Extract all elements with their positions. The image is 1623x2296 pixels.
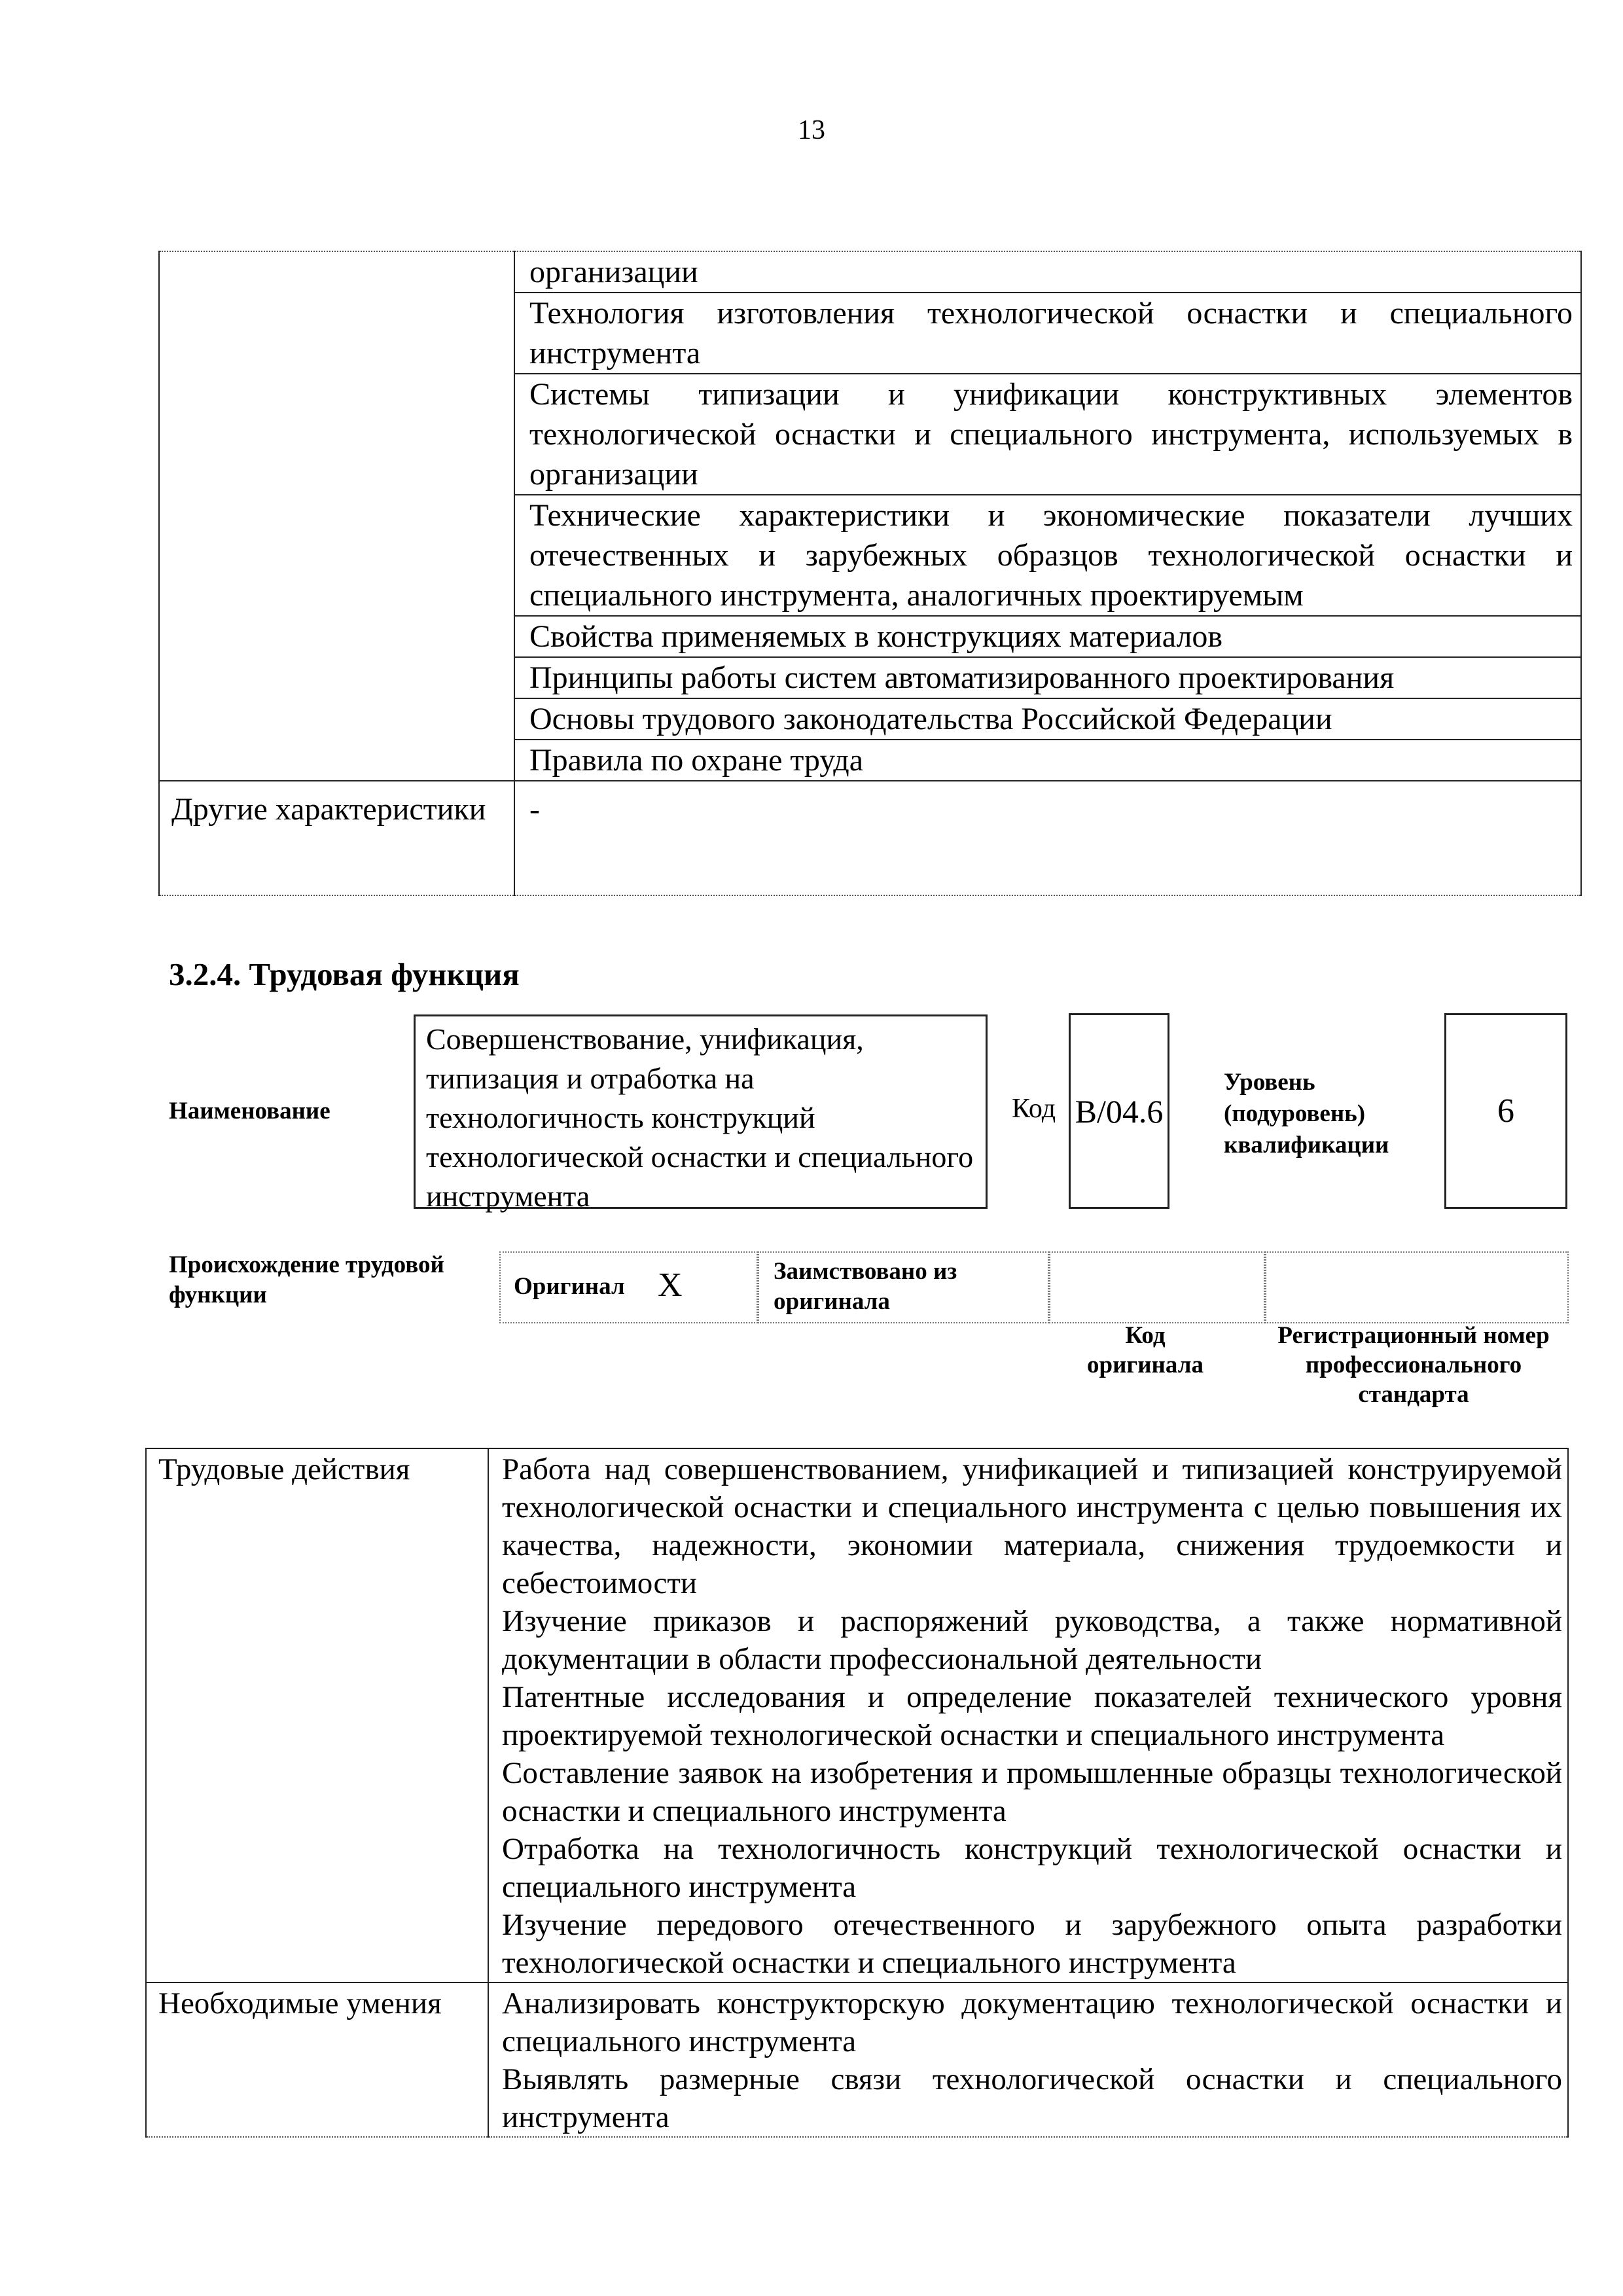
original-label: Оригинал — [514, 1273, 625, 1300]
level-label: Уровень (подуровень) квалификации — [1224, 1069, 1389, 1158]
actions-label: Трудовые действия — [146, 1448, 488, 1982]
code-original-label: Код оригинала — [1087, 1322, 1204, 1378]
knowledge-item: Основы трудового законодательства Российской Федерации — [515, 698, 1580, 739]
knowledge-items-cell — [514, 251, 1581, 781]
borrowed-label: Заимствовано из оригинала — [774, 1258, 957, 1315]
action-item: Составление заявок на изобретения и промышленные образцы технологической оснастки и специального инструмента — [502, 1756, 1562, 1828]
code-label: Код — [1012, 1094, 1056, 1124]
other-characteristics-label: Другие характеристики — [159, 781, 514, 895]
original-mark: X — [658, 1266, 683, 1304]
reg-number-cell — [1265, 1251, 1569, 1323]
skill-item: Выявлять размерные связи технологической оснастки и специального инструмента — [502, 2062, 1562, 2134]
code-original-cell — [1049, 1251, 1265, 1323]
knowledge-item: Свойства применяемых в конструкциях материалов — [515, 615, 1580, 656]
knowledge-item: организации — [529, 255, 698, 289]
knowledge-item: Технические характеристики и экономические показатели лучших отечественных и зарубежных образцов технологической оснастки и специального инструмента, аналогичных проектируемым — [515, 494, 1580, 615]
action-item: Патентные исследования и определение показателей технического уровня проектируемой технологической оснастки и специального инструмента — [502, 1680, 1562, 1752]
original-cell — [499, 1251, 758, 1323]
section-title: 3.2.4. Трудовая функция — [169, 956, 520, 992]
function-name-box: Совершенствование, унификация, типизация и отработка на технологичность конструкций технологической оснастки и специального инструмента — [414, 1014, 988, 1209]
actions-cell — [488, 1448, 1568, 1982]
borrowed-cell — [758, 1251, 1049, 1323]
other-characteristics-value: - — [514, 781, 1581, 895]
origin-label: Происхождение трудовой функции — [169, 1251, 444, 1308]
empty-label-cell — [159, 251, 514, 781]
name-label: Наименование — [169, 1098, 330, 1124]
action-item: Отработка на технологичность конструкций технологической оснастки и специального инструмента — [502, 1832, 1562, 1904]
action-item: Изучение передового отечественного и зарубежного опыта разработки технологической оснастки и специального инструмента — [502, 1908, 1562, 1980]
skill-item: Анализировать конструкторскую документацию технологической оснастки и специального инструмента — [502, 1986, 1562, 2058]
labor-actions-table — [145, 1448, 1569, 2138]
function-code-box: B/04.6 — [1069, 1013, 1169, 1209]
page-number: 13 — [798, 115, 825, 145]
level-box: 6 — [1444, 1013, 1567, 1209]
knowledge-table-continuation — [158, 251, 1582, 896]
knowledge-item: Принципы работы систем автоматизированного проектирования — [515, 656, 1580, 698]
knowledge-item: Технология изготовления технологической оснастки и специального инструмента — [515, 292, 1580, 373]
skills-label: Необходимые умения — [146, 1982, 488, 2137]
reg-number-label: Регистрационный номер профессионального стандарта — [1277, 1322, 1550, 1408]
action-item: Изучение приказов и распоряжений руководства, а также нормативной документации в области профессиональной деятельности — [502, 1604, 1562, 1676]
knowledge-item: Правила по охране труда — [515, 739, 1580, 780]
skills-cell — [488, 1982, 1568, 2137]
action-item: Работа над совершенствованием, унификацией и типизацией конструируемой технологической оснастки и специального инструмента с целью повышения их качества, надежности, экономии материала, снижения трудоемкости и себестоимости — [502, 1452, 1562, 1600]
knowledge-item: Системы типизации и унификации конструктивных элементов технологической оснастки и специального инструмента, используемых в организации — [515, 373, 1580, 494]
